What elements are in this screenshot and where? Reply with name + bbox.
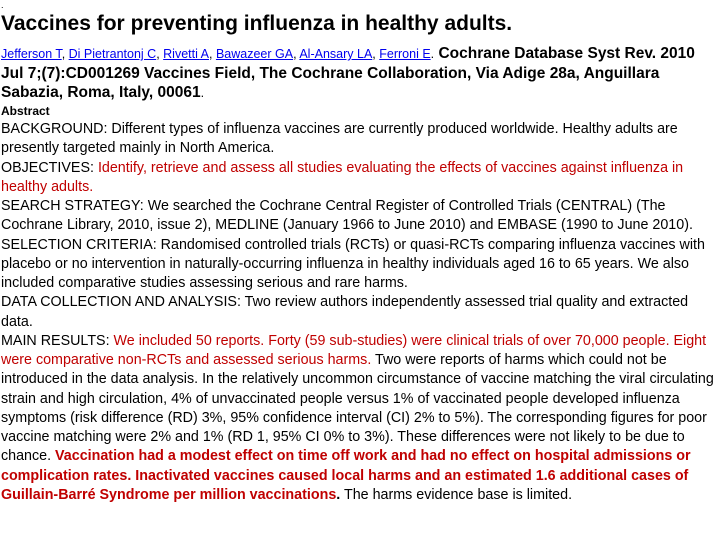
journal-end: . — [200, 86, 205, 100]
author-link[interactable]: Rivetti A — [163, 47, 209, 61]
citation — [1, 44, 720, 103]
author-list: Jefferson T, Di Pietrantonj C, Rivetti A, Bawazeer GA, Al-Ansary LA, Ferroni E. — [1, 47, 435, 61]
author-link[interactable]: Di Pietrantonj C — [68, 47, 157, 61]
abstract-selection-criteria: SELECTION CRITERIA: Randomised controlled trials (RCTs) or quasi-RCTs comparing influenza vaccines with placebo or no intervention in naturally-occurring influenza in healthy individuals aged 16 to 65 years. We also included comparative studies assessing serious and rare harms. — [1, 236, 705, 291]
main-results-highlight: We included 50 reports. Forty (59 sub-studies) were clinical trials of over 70,000 people. Eight were comparative non-RCTs and assessed serious harms. — [1, 332, 707, 368]
article-title: Vaccines for preventing influenza in healthy adults. — [1, 12, 513, 35]
main-results-conclusion: The harms evidence base is limited. — [340, 486, 573, 503]
abstract-search-strategy: SEARCH STRATEGY: We searched the Cochrane Central Register of Controlled Trials (CENTRAL) (The Cochrane Library, 2010, issue 2), MEDLINE (January 1966 to June 2010) and EMBASE (1990 to June 2010). — [1, 198, 693, 234]
abstract-main-results — [1, 332, 720, 505]
authors-end: . — [430, 47, 435, 61]
main-results-text: Two were reports of harms which could not be introduced in the data analysis. In the relatively uncommon circumstance of vaccine matching the viral circulating strain and high circulation, 4% of unvaccinated people versus 1% of vaccinated people developed influenza symptoms (risk difference (RD) 3%, 95% confidence interval (CI) 2% to 5%). The corresponding figures for poor vaccine matching were 2% and 1% (RD 1, 95% CI 0% to 3%). These differences were not likely to be due to chance. — [1, 352, 714, 465]
author-link[interactable]: Bawazeer GA — [215, 47, 294, 61]
abstract-data-collection: DATA COLLECTION AND ANALYSIS: Two review authors independently assessed trial quality and extracted data. — [1, 294, 689, 330]
objectives-text: Identify, retrieve and assess all studies evaluating the effects of vaccines against influenza in healthy adults. — [1, 159, 684, 195]
journal-info: Cochrane Database Syst Rev. 2010 Jul 7;(7):CD001269 Vaccines Field, The Cochrane Collaboration, Via Adige 28a, Anguillara Sabazia, Roma, Italy, 00061 — [1, 45, 695, 101]
author-link[interactable]: Al-Ansary LA — [299, 47, 373, 61]
top-mark: . — [1, 0, 4, 10]
abstract-objectives — [1, 159, 720, 198]
main-results-key-finding-end: . — [336, 486, 341, 503]
main-results-label: MAIN RESULTS: — [1, 332, 114, 349]
abstract-heading: Abstract — [1, 104, 50, 118]
abstract-background: BACKGROUND: Different types of influenza vaccines are currently produced worldwide. Healthy adults are presently targeted mainly in North America. — [1, 121, 678, 157]
objectives-label: OBJECTIVES: — [1, 159, 98, 176]
main-results-key-finding: Vaccination had a modest effect on time off work and had no effect on hospital admissions or complication rates. Inactivated vaccines caused local harms and an estimated 1.6 additional cases of Guillain-Barré Syndrome per million vaccinations — [1, 448, 691, 503]
author-link[interactable]: Ferroni E — [379, 47, 431, 61]
author-link[interactable]: Jefferson T — [1, 47, 62, 61]
